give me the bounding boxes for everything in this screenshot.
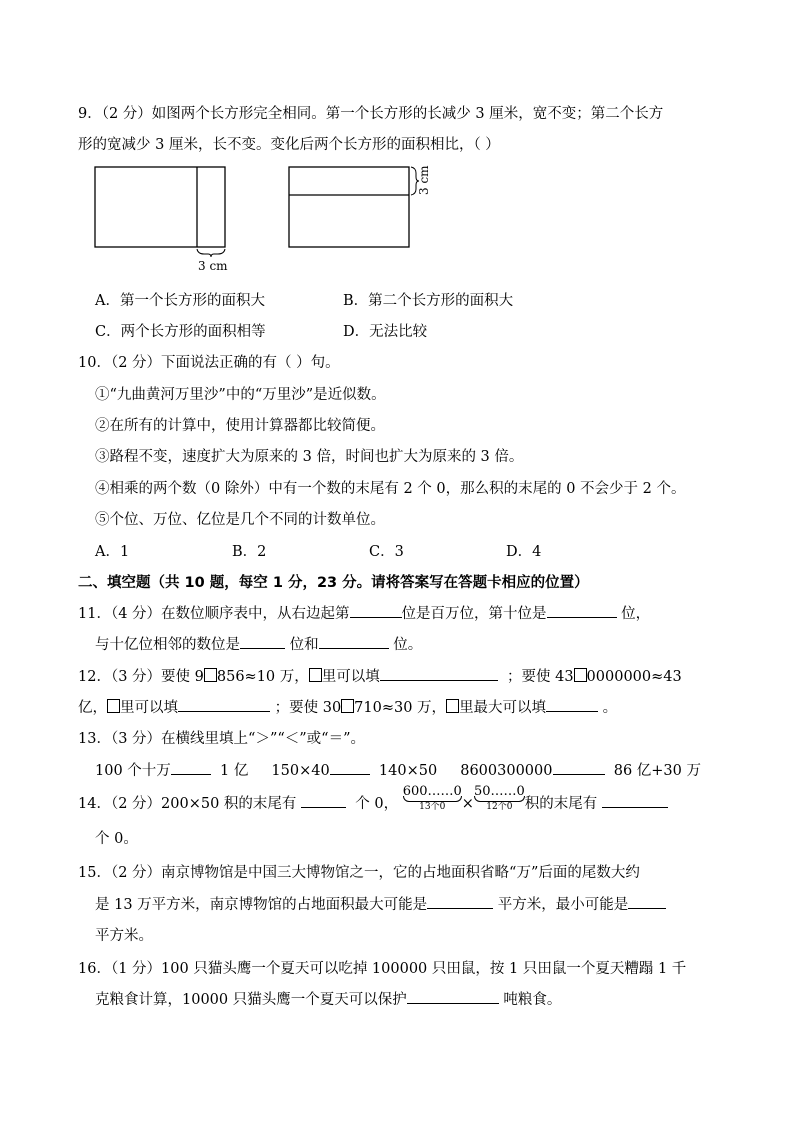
q15-line3: 平方米。	[95, 928, 153, 944]
q13-c1-right: 1 亿	[220, 763, 249, 779]
q14-line2: 个 0。	[95, 831, 138, 847]
q10-stem: 10．（2 分）下面说法正确的有（ ）句。	[78, 355, 340, 371]
q10-option-b[interactable]: B．2	[232, 544, 267, 560]
section-2-title: 二、填空题（共 10 题，每空 1 分，23 分。请将答案写在答题卡相应的位置）	[78, 575, 589, 591]
q12-blank-1[interactable]	[380, 666, 498, 681]
rectangle-figure-1	[94, 165, 234, 275]
q10-statement-2: ②在所有的计算中，使用计算器都比较简便。	[95, 418, 385, 434]
q11-blank-3[interactable]	[240, 634, 285, 649]
q12-text-c: 里可以填	[321, 669, 380, 685]
q13-comparisons	[95, 759, 701, 780]
square-box-icon	[107, 699, 120, 713]
q12-text-f: 亿，	[78, 700, 107, 716]
q12-text-i: 710≈30 万，	[354, 700, 447, 716]
q12-text-a: 12．（3 分）要使 9	[78, 669, 204, 685]
q12-line1	[78, 665, 682, 686]
q15-text-a: 是 13 万平方米，南京博物馆的占地面积最大可能是	[95, 897, 428, 913]
rectangle-figure-2	[288, 165, 438, 265]
q9-line1: 9．（2 分）如图两个长方形完全相同。第一个长方形的长减少 3 厘米，宽不变；第二个长方	[78, 106, 664, 122]
square-box-icon	[446, 699, 459, 713]
q11-blank-1[interactable]	[350, 603, 402, 618]
q14-n2-sub: 12个0	[486, 802, 513, 812]
q10-statement-5: ⑤个位、万位、亿位是几个不同的计数单位。	[95, 512, 385, 528]
q9-option-c[interactable]: C．两个长方形的面积相等	[95, 324, 266, 340]
fig1-label: 3 cm	[198, 259, 228, 273]
q12-text-g: 里可以填	[120, 700, 178, 716]
q14-text-a: 14．（2 分）200×50 积的末尾有	[78, 796, 297, 812]
q13-blank-3[interactable]	[553, 760, 605, 775]
q14-number-2	[474, 784, 525, 812]
square-box-icon	[309, 668, 322, 682]
q12-text-e: 0000000≈43	[586, 669, 682, 685]
q16-text-a: 克粮食计算，10000 只猫头鹰一个夏天可以保护	[95, 992, 407, 1008]
q9-option-d[interactable]: D．无法比较	[343, 324, 428, 340]
q13-stem: 13．（3 分）在横线里填上“＞”“＜”或“＝”。	[78, 731, 366, 747]
q11-blank-2[interactable]	[547, 603, 617, 618]
q11-text-e: 位和	[289, 637, 319, 653]
q11-text-d: 与十亿位相邻的数位是	[95, 637, 240, 653]
q16-line1: 16．（1 分）100 只猫头鹰一个夏天可以吃掉 100000 只田鼠，按 1 只田鼠一个夏天糟蹋 1 千	[78, 961, 687, 977]
q14-line1	[78, 784, 668, 813]
q14-blank-1[interactable]	[301, 793, 346, 808]
q13-c3-left: 8600300000	[460, 763, 553, 779]
q14-text-c: 积的末尾有	[524, 796, 598, 812]
q14-n1: 600……0	[402, 784, 462, 799]
q12-text-h: ；要使 30	[274, 700, 342, 716]
q16-blank-1[interactable]	[407, 989, 499, 1004]
q11-line1	[78, 602, 650, 623]
q10-statement-3: ③路程不变，速度扩大为原来的 3 倍，时间也扩大为原来的 3 倍。	[95, 449, 524, 465]
q10-option-a[interactable]: A．1	[95, 544, 130, 560]
q13-blank-1[interactable]	[171, 760, 211, 775]
q11-text-b: 位是百万位，第十位是	[401, 606, 547, 622]
q11-text-c: 位，	[621, 606, 651, 622]
square-box-icon	[574, 668, 587, 682]
q11-text-f: 位。	[393, 637, 423, 653]
q12-blank-2[interactable]	[178, 697, 270, 712]
q10-option-c[interactable]: C．3	[369, 544, 404, 560]
q12-line2	[78, 696, 617, 717]
q14-times: ×	[461, 796, 474, 812]
q14-text-b: 个 0，	[355, 796, 399, 812]
q13-c2-right: 140×50	[378, 763, 438, 779]
q11-line2	[95, 633, 422, 654]
q12-text-d: ；要使 43	[506, 669, 574, 685]
fig2-label: 3 cm	[417, 165, 431, 195]
q14-n1-sub: 13个0	[419, 802, 446, 812]
q13-c3-right: 86 亿+30 万	[613, 763, 701, 779]
q12-blank-3[interactable]	[546, 697, 598, 712]
q14-number-1	[403, 784, 462, 812]
q10-option-d[interactable]: D．4	[506, 544, 542, 560]
q9-option-a[interactable]: A．第一个长方形的面积大	[95, 293, 265, 309]
q16-line2	[95, 988, 561, 1009]
q11-blank-4[interactable]	[319, 634, 389, 649]
q11-text-a: 11．（4 分）在数位顺序表中，从右边起第	[78, 606, 350, 622]
q16-text-b: 吨粮食。	[503, 992, 562, 1008]
q15-line1: 15．（2 分）南京博物馆是中国三大博物馆之一，它的占地面积省略“万”后面的尾数大约	[78, 865, 640, 881]
q15-blank-2[interactable]	[628, 894, 666, 909]
q13-c1-left: 100 个十万	[95, 763, 171, 779]
q10-statement-1: ①“九曲黄河万里沙”中的“万里沙”是近似数。	[95, 387, 386, 403]
q13-blank-2[interactable]	[330, 760, 370, 775]
q14-blank-2[interactable]	[602, 793, 668, 808]
square-box-icon	[341, 699, 354, 713]
q12-text-b: 856≈10 万，	[216, 669, 309, 685]
q9-line2: 形的宽减少 3 厘米，长不变。变化后两个长方形的面积相比，（ ）	[78, 137, 500, 153]
q12-text-j: 里最大可以填	[459, 700, 547, 716]
q15-text-b: 平方米，最小可能是	[497, 897, 629, 913]
q9-option-b[interactable]: B．第二个长方形的面积大	[343, 293, 514, 309]
rectangle-outer	[289, 167, 409, 247]
q12-text-k: 。	[602, 700, 618, 716]
q15-blank-1[interactable]	[427, 894, 493, 909]
q15-line2	[95, 893, 666, 914]
q13-c2-left: 150×40	[271, 763, 330, 779]
q14-n2: 50……0	[473, 784, 525, 799]
square-box-icon	[204, 668, 217, 682]
brace-icon	[197, 249, 225, 257]
rectangle-outer	[95, 167, 225, 247]
q10-statement-4: ④相乘的两个数（0 除外）中有一个数的末尾有 2 个 0，那么积的末尾的 0 不会少于 2 个。	[95, 481, 686, 497]
